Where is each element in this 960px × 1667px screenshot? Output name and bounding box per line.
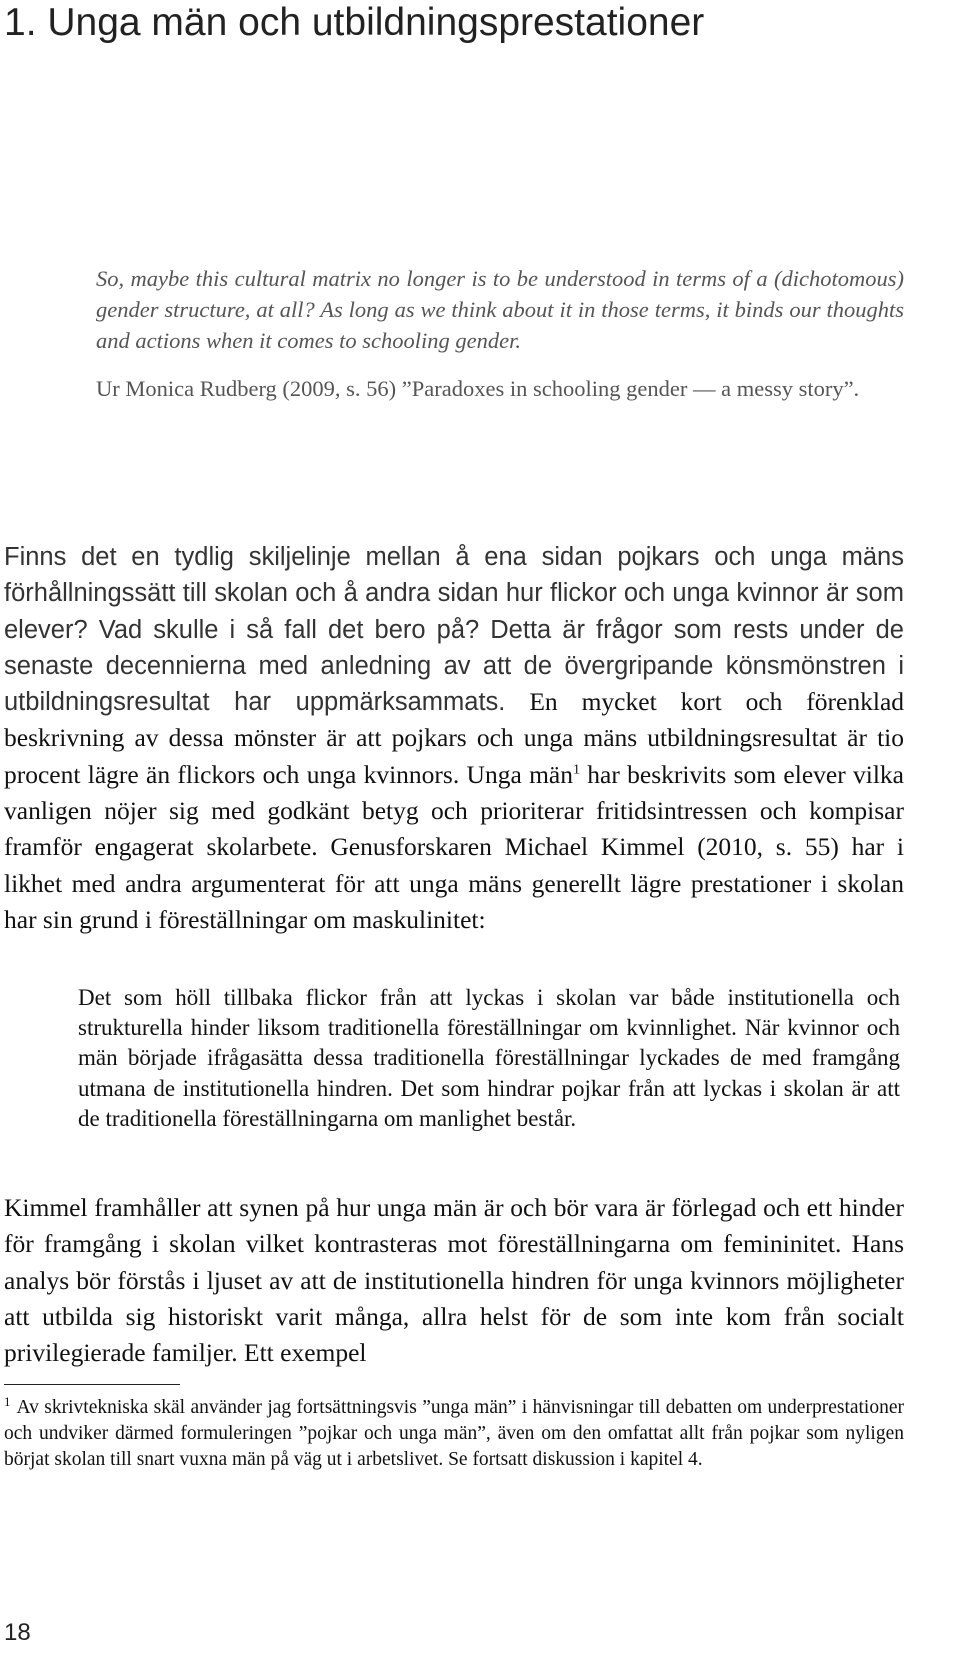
footnote-text: Av skrivtekniska skäl använder jag fortsättningsvis ”unga män” i hänvisningar till debatten om underprestationer och undviker därmed formuleringen ”pojkar och unga män”, även om den omfattat allt från pojkar som nyligen börjat skolan till snart vuxna män på väg ut i arbetslivet. Se fortsatt diskussion i kapitel 4. — [4, 1397, 904, 1470]
paragraph-text-continued: har beskrivits som elever vilka vanligen nöjer sig med godkänt betyg och prioriterar fritidsintressen och kompisar framför engagerat skolarbete. Genusforskaren Michael Kimmel (2010, s. 55) har i likhet med andra argumenterat för att unga mäns generellt lägre prestationer i skolan har sin grund i föreställningar om maskulinitet: — [4, 759, 904, 934]
body-paragraph — [4, 539, 904, 938]
footnote-reference[interactable]: 1 — [572, 762, 580, 778]
page-number: 18 — [4, 1619, 31, 1646]
epigraph-quote: So, maybe this cultural matrix no longer is to be understood in terms of a (dichotomous) gender structure, at all? As long as we think about it in those terms, it binds our thoughts and actions when it comes to schooling gender. — [96, 266, 904, 353]
epigraph — [96, 263, 904, 404]
paragraph-lead: Finns det en tydlig skiljelinje mellan å ena sidan pojkars och unga mäns förhållningssätt till skolan och å andra sidan hur flickor och unga kvinnor är som elever? Vad skulle i så fall det bero på? Detta är frågor som rests under de senaste decennierna med anledning av att de övergripande könsmönstren i utbildningsresultat har uppmärksammats. — [4, 543, 904, 717]
footnote — [4, 1395, 904, 1473]
footnote-divider — [4, 1384, 180, 1385]
chapter-title: 1. Unga män och utbildningsprestationer — [4, 1, 705, 44]
block-quote: Det som höll tillbaka flickor från att lyckas i skolan var både institutionella och strukturella hinder liksom traditionella föreställningar om kvinnlighet. När kvinnor och män började ifrågasätta dessa traditionella föreställningar lyckades de med framgång utmana de institutionella hindren. Det som hindrar pojkar från att lyckas i skolan är att de traditionella föreställningarna om manlighet består. — [78, 985, 900, 1131]
paragraph-text: En mycket kort och förenklad beskrivning av dessa mönster är att pojkars och unga mäns utbildningsresultat är tio procent lägre än flickors och unga kvinnors. Unga män — [4, 687, 905, 789]
epigraph-source: Ur Monica Rudberg (2009, s. 56) ”Paradoxes in schooling gender — a messy story”. — [96, 376, 860, 401]
body-paragraph-2: Kimmel framhåller att synen på hur unga män är och bör vara är förlegad och ett hinder för framgång i skolan vilket kontrasteras mot föreställningarna om femininitet. Hans analys bör förstås i ljuset av att de institutionella hindren för unga kvinnors möjligheter att utbilda sig historiskt varit många, allra helst för de som inte kom från socialt privilegierade familjer. Ett exempel — [4, 1193, 904, 1368]
footnote-number: 1 — [4, 1393, 11, 1409]
